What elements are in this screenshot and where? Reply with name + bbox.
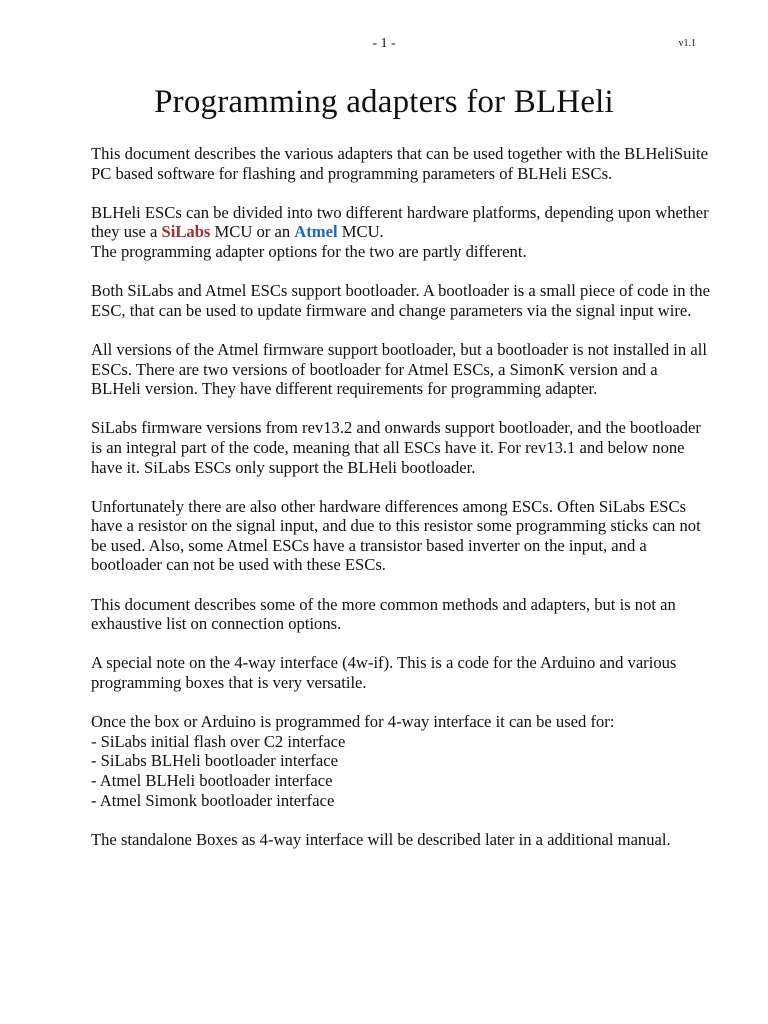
paragraph-bootloader: Both SiLabs and Atmel ESCs support bootloader. A bootloader is a small piece of code in the ESC, that can be used to update firmware and change parameters via the signal input wire. <box>91 281 710 320</box>
list-item: - Atmel Simonk bootloader interface <box>91 790 335 810</box>
paragraph-4way-note: A special note on the 4-way interface (4w-if). This is a code for the Arduino and various programming boxes that is very versatile. <box>91 653 677 693</box>
atmel-highlight: Atmel <box>294 222 338 242</box>
list-item: - Atmel BLHeli bootloader interface <box>91 771 333 790</box>
platforms-text-2: MCU or an <box>210 222 295 242</box>
platforms-text-3: MCU. <box>337 222 384 242</box>
document-title: Programming adapters for BLHeli <box>154 84 614 120</box>
paragraph-scope: This document describes some of the more common methods and adapters, but is not an exhaustive list on connection options. <box>91 594 676 634</box>
paragraph-4way-uses <box>91 712 711 810</box>
list-item: - SiLabs BLHeli bootloader interface <box>91 751 338 771</box>
page-number: - 1 - <box>372 36 396 51</box>
platforms-text-1: BLHeli ESCs can be divided into two different hardware platforms, depending upon whether they use a <box>91 202 709 242</box>
silabs-highlight: SiLabs <box>161 222 211 242</box>
platforms-text-4: The programming adapter options for the two are partly different. <box>91 241 527 261</box>
paragraph-standalone-boxes: The standalone Boxes as 4-way interface will be described later in a additional manual. <box>91 829 671 849</box>
paragraph-intro: This document describes the various adapters that can be used together with the BLHeliSuite PC based software for flashing and programming parameters of BLHeli ESCs. <box>91 144 709 183</box>
list-item: - SiLabs initial flash over C2 interface <box>91 731 346 751</box>
paragraph-silabs-bootloader: SiLabs firmware versions from rev13.2 and onwards support bootloader, and the bootloader is an integral part of the code, meaning that all ESCs have it. For rev13.1 and below none have it. SiLabs ESCs only support the BLHeli bootloader. <box>91 418 701 477</box>
document-body <box>91 144 711 869</box>
paragraph-platforms <box>91 203 711 262</box>
paragraph-hardware-differences: Unfortunately there are also other hardware differences among ESCs. Often SiLabs ESCs have a resistor on the signal input, and due to this resistor some programming sticks can not be used. Also, some Atmel ESCs have a transistor based inverter on the input, and a bootloader can not be used with these ESCs. <box>91 496 701 575</box>
version-label: v1.1 <box>678 38 696 49</box>
paragraph-atmel-bootloader: All versions of the Atmel firmware support bootloader, but a bootloader is not installed in all ESCs. There are two versions of bootloader for Atmel ESCs, a SimonK version and a BLHeli version. They have different requirements for programming adapter. <box>91 339 707 399</box>
uses-intro: Once the box or Arduino is programmed for 4-way interface it can be used for: <box>91 712 615 732</box>
